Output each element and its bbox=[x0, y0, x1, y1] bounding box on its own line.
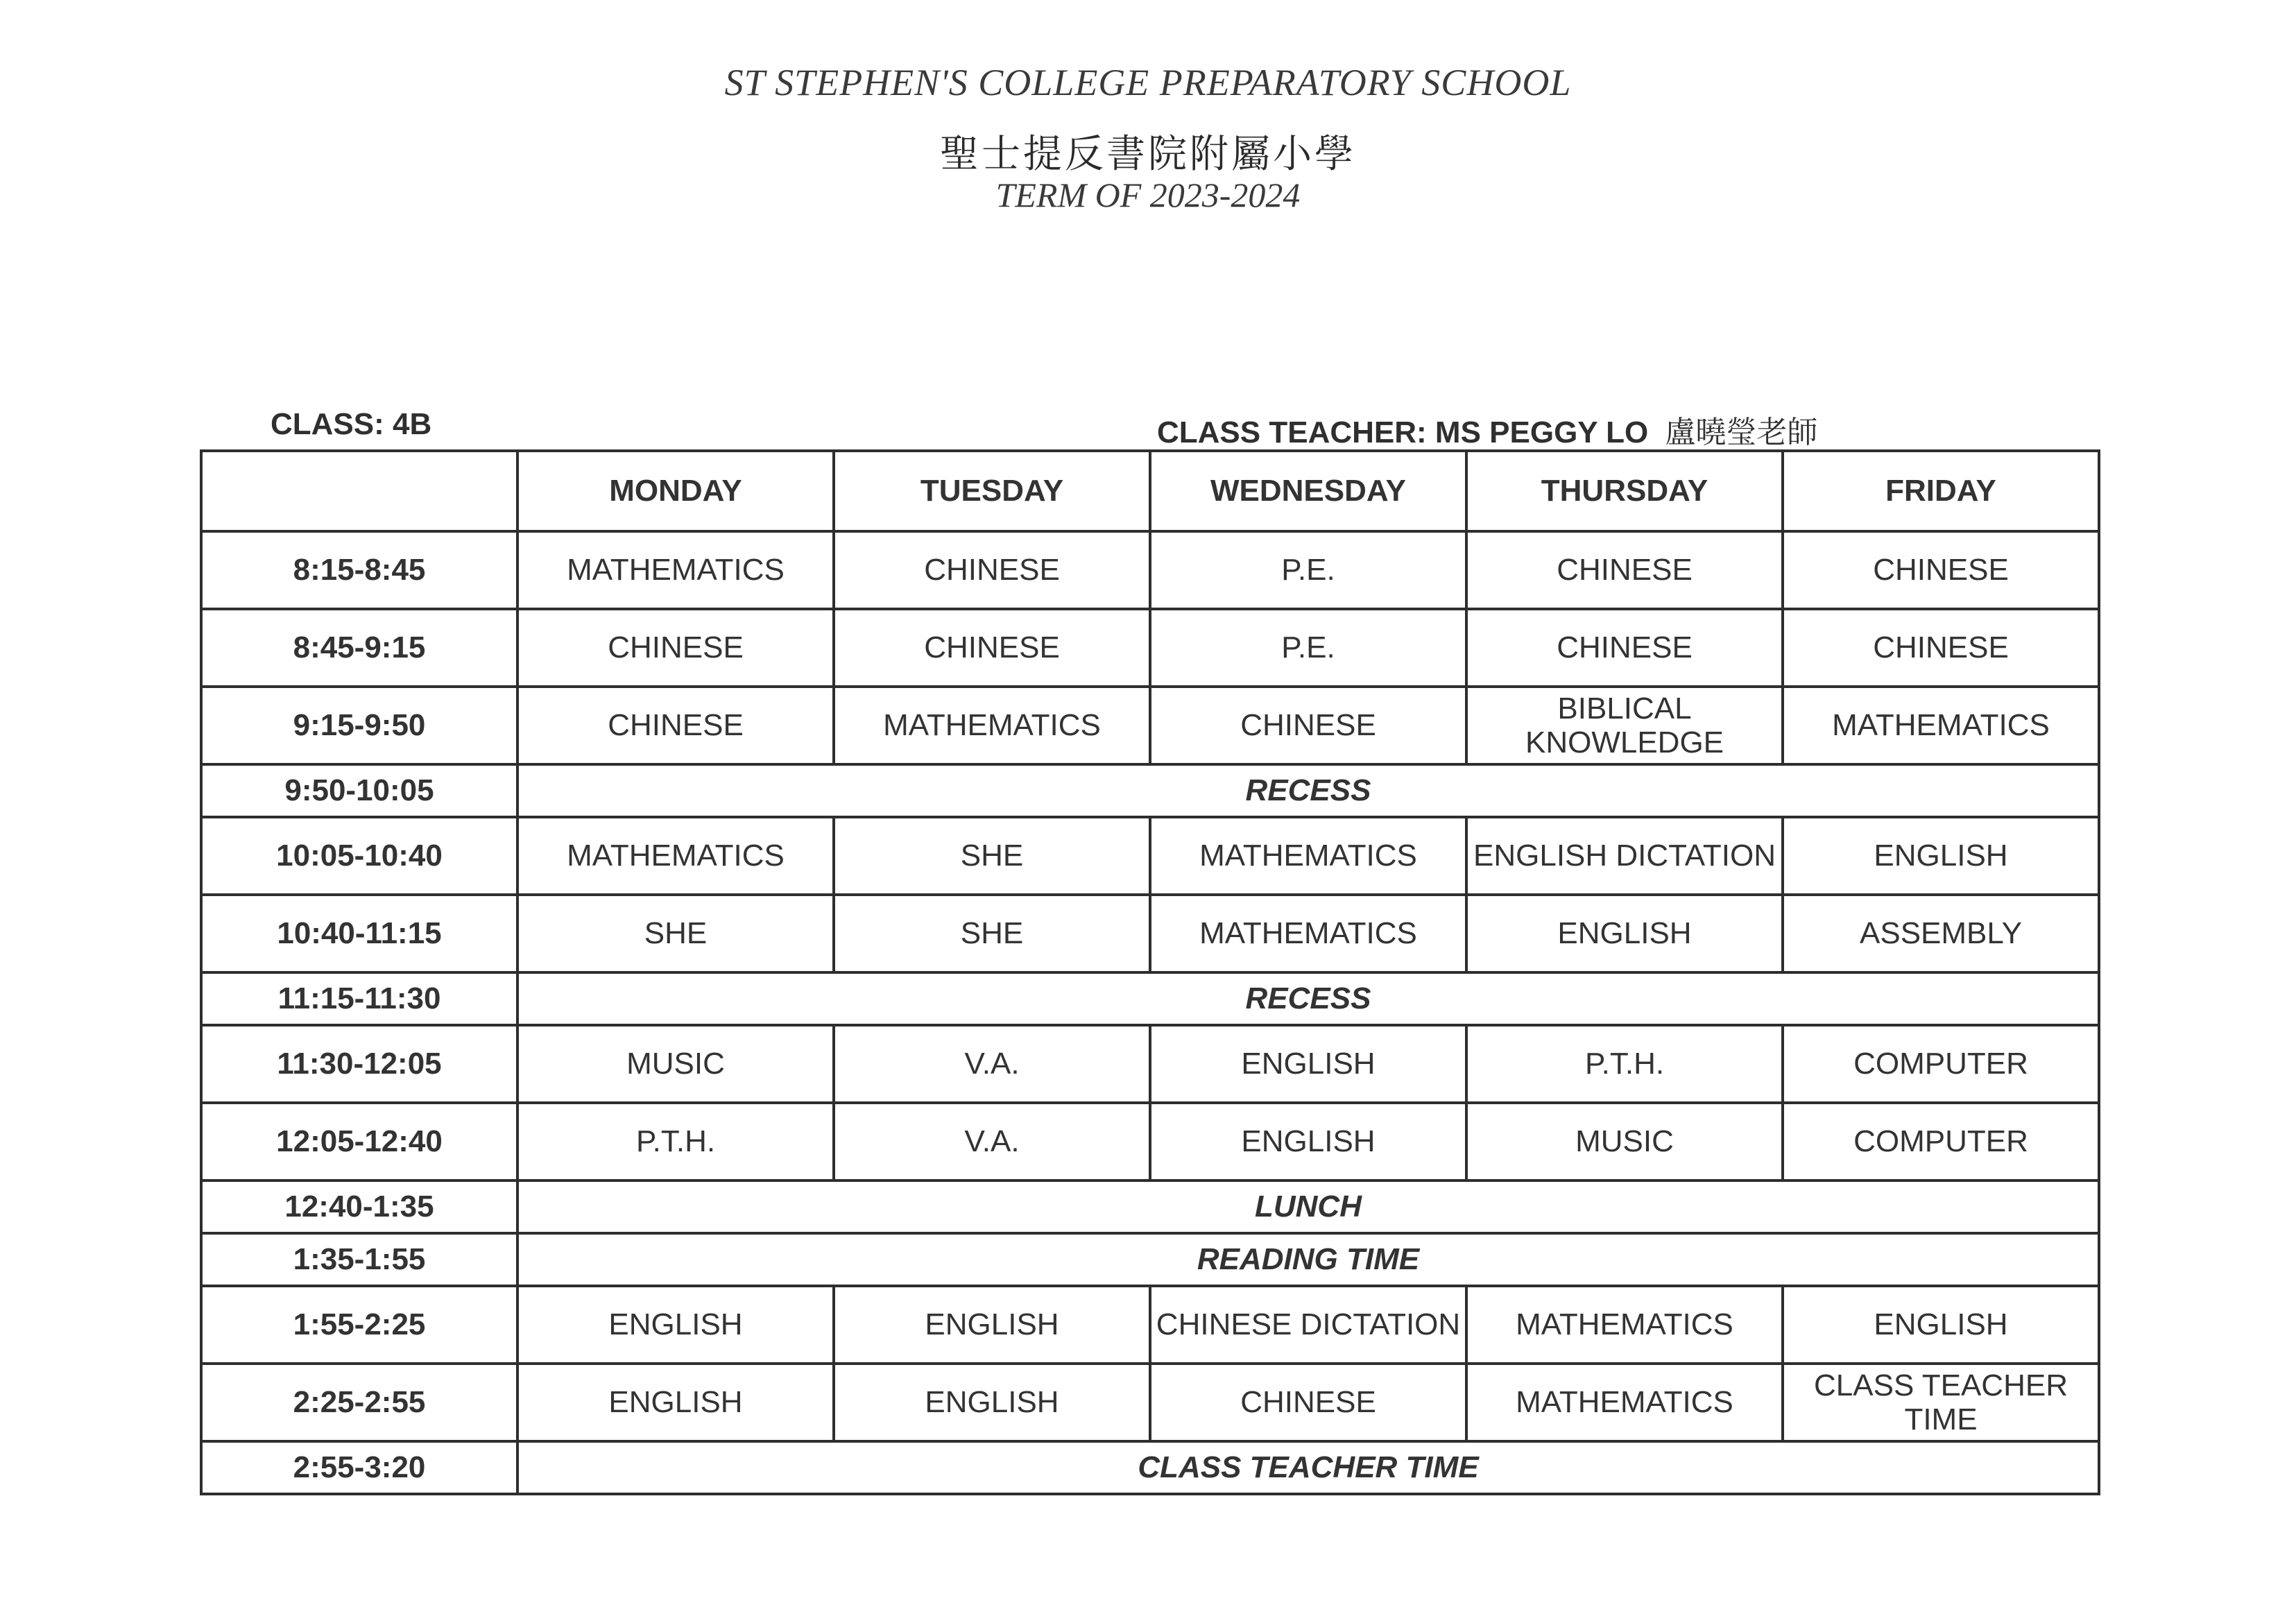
timetable-row bbox=[201, 609, 2099, 687]
time-slot-cell: 8:15-8:45 bbox=[201, 531, 517, 609]
time-slot-cell: 11:15-11:30 bbox=[201, 972, 517, 1025]
subject-cell: COMPUTER bbox=[1783, 1025, 2099, 1103]
subject-cell: MATHEMATICS bbox=[1466, 1364, 1783, 1441]
time-slot-cell: 8:45-9:15 bbox=[201, 609, 517, 687]
timetable-break-row bbox=[201, 1441, 2099, 1494]
subject-cell: ENGLISH bbox=[1783, 1286, 2099, 1364]
class-label: CLASS: 4B bbox=[271, 407, 432, 441]
timetable-row bbox=[201, 687, 2099, 764]
subject-cell: SHE bbox=[834, 817, 1150, 895]
time-column-header bbox=[201, 451, 517, 531]
time-slot-cell: 12:05-12:40 bbox=[201, 1103, 517, 1180]
school-name-english: ST STEPHEN'S COLLEGE PREPARATORY SCHOOL bbox=[724, 62, 1572, 103]
timetable-row bbox=[201, 817, 2099, 895]
subject-cell: CHINESE bbox=[517, 687, 834, 764]
subject-cell: ENGLISH bbox=[834, 1364, 1150, 1441]
timetable-body bbox=[201, 531, 2099, 1494]
class-teacher-label: CLASS TEACHER: bbox=[1157, 415, 1427, 449]
time-slot-cell: 1:55-2:25 bbox=[201, 1286, 517, 1364]
time-slot-cell: 10:40-11:15 bbox=[201, 895, 517, 972]
subject-cell: MATHEMATICS bbox=[1783, 687, 2099, 764]
timetable-row bbox=[201, 1286, 2099, 1364]
timetable-row bbox=[201, 531, 2099, 609]
subject-cell: ASSEMBLY bbox=[1783, 895, 2099, 972]
break-label-cell: RECESS bbox=[517, 972, 2099, 1025]
subject-cell: CHINESE bbox=[834, 531, 1150, 609]
subject-cell: CHINESE bbox=[1783, 531, 2099, 609]
subject-cell: V.A. bbox=[834, 1025, 1150, 1103]
subject-cell: ENGLISH bbox=[834, 1286, 1150, 1364]
subject-cell: MUSIC bbox=[1466, 1103, 1783, 1180]
day-header-tuesday: TUESDAY bbox=[834, 451, 1150, 531]
timetable-row bbox=[201, 1103, 2099, 1180]
break-label-cell: RECESS bbox=[517, 764, 2099, 817]
subject-cell: ENGLISH DICTATION bbox=[1466, 817, 1783, 895]
time-slot-cell: 11:30-12:05 bbox=[201, 1025, 517, 1103]
subject-cell: CHINESE DICTATION bbox=[1150, 1286, 1466, 1364]
subject-cell: ENGLISH bbox=[1150, 1103, 1466, 1180]
subject-cell: CHINESE bbox=[1466, 531, 1783, 609]
subject-cell: V.A. bbox=[834, 1103, 1150, 1180]
timetable bbox=[200, 449, 2100, 1495]
break-label-cell: CLASS TEACHER TIME bbox=[517, 1441, 2099, 1494]
timetable-row bbox=[201, 895, 2099, 972]
subject-cell: MATHEMATICS bbox=[517, 531, 834, 609]
subject-cell: ENGLISH bbox=[517, 1286, 834, 1364]
break-label-cell: READING TIME bbox=[517, 1233, 2099, 1286]
subject-cell: CHINESE bbox=[834, 609, 1150, 687]
subject-cell: ENGLISH bbox=[1466, 895, 1783, 972]
timetable-break-row bbox=[201, 1180, 2099, 1233]
subject-cell: CLASS TEACHER TIME bbox=[1783, 1364, 2099, 1441]
class-teacher-name: MS PEGGY LO bbox=[1434, 415, 1649, 449]
timetable-row bbox=[201, 1025, 2099, 1103]
timetable-break-row bbox=[201, 764, 2099, 817]
subject-cell: CHINESE bbox=[1466, 609, 1783, 687]
subject-cell: P.E. bbox=[1150, 531, 1466, 609]
subject-cell: SHE bbox=[834, 895, 1150, 972]
day-header-monday: MONDAY bbox=[517, 451, 834, 531]
subject-cell: P.T.H. bbox=[517, 1103, 834, 1180]
subject-cell: MATHEMATICS bbox=[834, 687, 1150, 764]
subject-cell: CHINESE bbox=[517, 609, 834, 687]
timetable-break-row bbox=[201, 1233, 2099, 1286]
subject-cell: MATHEMATICS bbox=[1150, 895, 1466, 972]
time-slot-cell: 2:55-3:20 bbox=[201, 1441, 517, 1494]
time-slot-cell: 1:35-1:55 bbox=[201, 1233, 517, 1286]
subject-cell: P.E. bbox=[1150, 609, 1466, 687]
day-header-friday: FRIDAY bbox=[1783, 451, 2099, 531]
subject-cell: ENGLISH bbox=[517, 1364, 834, 1441]
subject-cell: CHINESE bbox=[1783, 609, 2099, 687]
break-label-cell: LUNCH bbox=[517, 1180, 2099, 1233]
time-slot-cell: 9:50-10:05 bbox=[201, 764, 517, 817]
subject-cell: CHINESE bbox=[1150, 1364, 1466, 1441]
day-header-thursday: THURSDAY bbox=[1466, 451, 1783, 531]
subject-cell: SHE bbox=[517, 895, 834, 972]
day-header-wednesday: WEDNESDAY bbox=[1150, 451, 1466, 531]
subject-cell: ENGLISH bbox=[1150, 1025, 1466, 1103]
class-teacher-info bbox=[1157, 407, 1817, 452]
time-slot-cell: 9:15-9:50 bbox=[201, 687, 517, 764]
subject-cell: BIBLICAL KNOWLEDGE bbox=[1466, 687, 1783, 764]
time-slot-cell: 10:05-10:40 bbox=[201, 817, 517, 895]
subject-cell: MATHEMATICS bbox=[517, 817, 834, 895]
timetable-header-row bbox=[201, 451, 2099, 531]
term-title: TERM OF 2023-2024 bbox=[995, 175, 1301, 214]
subject-cell: P.T.H. bbox=[1466, 1025, 1783, 1103]
subject-cell: CHINESE bbox=[1150, 687, 1466, 764]
timetable-break-row bbox=[201, 972, 2099, 1025]
subject-cell: MUSIC bbox=[517, 1025, 834, 1103]
subject-cell: MATHEMATICS bbox=[1150, 817, 1466, 895]
subject-cell: MATHEMATICS bbox=[1466, 1286, 1783, 1364]
subject-cell: ENGLISH bbox=[1783, 817, 2099, 895]
timetable-row bbox=[201, 1364, 2099, 1441]
time-slot-cell: 12:40-1:35 bbox=[201, 1180, 517, 1233]
time-slot-cell: 2:25-2:55 bbox=[201, 1364, 517, 1441]
subject-cell: COMPUTER bbox=[1783, 1103, 2099, 1180]
school-name-chinese: 聖士提反書院附屬小學 bbox=[940, 132, 1356, 177]
class-teacher-name-chinese: 盧曉瑩老師 bbox=[1665, 415, 1818, 450]
